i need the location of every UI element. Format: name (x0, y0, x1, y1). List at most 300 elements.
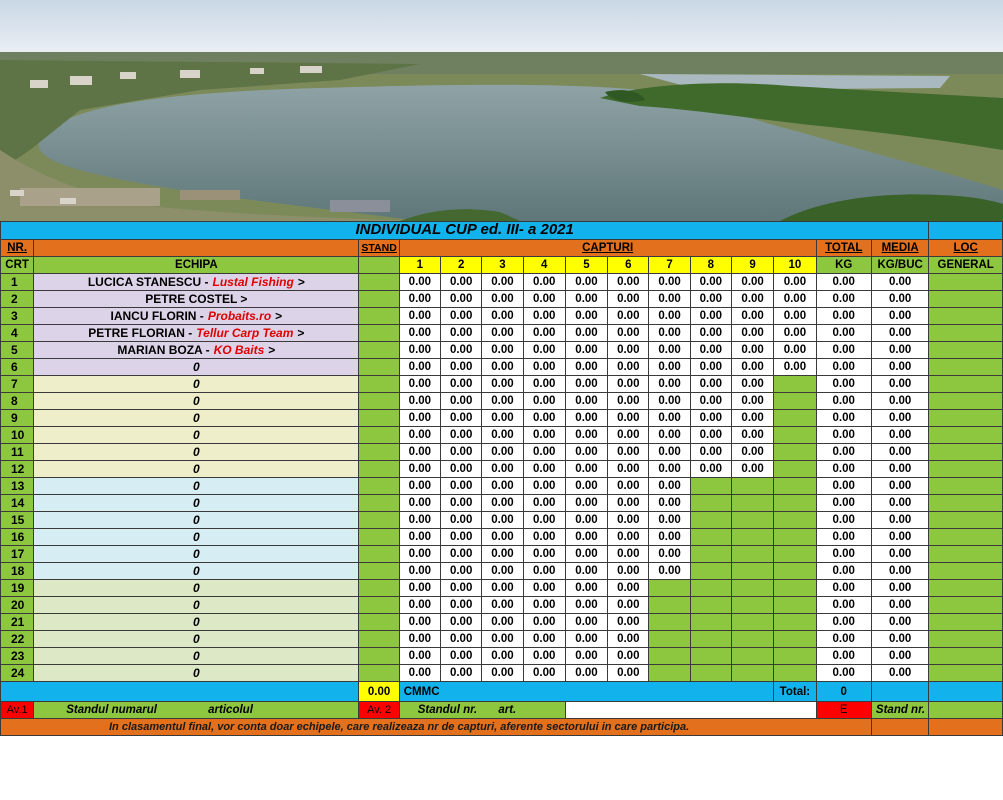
row-number: 23 (1, 648, 34, 665)
catch-cell: 0.00 (399, 648, 440, 665)
stand-cell (359, 444, 399, 461)
catch-cell: 0.00 (523, 274, 565, 291)
total-kg-cell: 0.00 (816, 342, 871, 359)
row-number: 21 (1, 614, 34, 631)
team-sponsor: Lustal Fishing (212, 275, 294, 289)
media-cell: 0.00 (871, 580, 928, 597)
catch-cell: 0.00 (565, 376, 607, 393)
catch-cell: 0.00 (649, 342, 690, 359)
catch-cell: 0.00 (649, 546, 690, 563)
media-cell: 0.00 (871, 444, 928, 461)
catch-cell-empty (774, 495, 816, 512)
catch-cell-empty (774, 427, 816, 444)
catch-cell: 0.00 (565, 461, 607, 478)
table-row (1, 546, 1003, 563)
media-cell: 0.00 (871, 529, 928, 546)
catch-cell: 0.00 (690, 393, 731, 410)
catch-cell: 0.00 (690, 291, 731, 308)
loc-cell (929, 376, 1003, 393)
media-cell: 0.00 (871, 342, 928, 359)
total-kg-cell: 0.00 (816, 529, 871, 546)
team-name-cell (34, 461, 359, 478)
catch-cell-empty (731, 512, 773, 529)
catch-cell-empty (774, 444, 816, 461)
catch-cell: 0.00 (690, 461, 731, 478)
catch-cell-empty (774, 546, 816, 563)
team-name: 0 (193, 360, 200, 374)
catch-cell: 0.00 (482, 495, 523, 512)
e-label: E (816, 702, 871, 719)
loc-cell (929, 359, 1003, 376)
catch-cell: 0.00 (690, 410, 731, 427)
total-kg-cell: 0.00 (816, 563, 871, 580)
team-name-cell (34, 376, 359, 393)
loc-cell (929, 597, 1003, 614)
catch-cell: 0.00 (565, 308, 607, 325)
catch-cell-empty (731, 614, 773, 631)
catch-cell: 0.00 (399, 512, 440, 529)
catch-cell: 0.00 (565, 597, 607, 614)
team-name: 0 (193, 530, 200, 544)
summary-cmmc: CMMC (399, 682, 774, 702)
catch-cell: 0.00 (399, 461, 440, 478)
catch-cell: 0.00 (731, 274, 773, 291)
table-row (1, 427, 1003, 444)
catch-cell-empty (690, 631, 731, 648)
catch-cell: 0.00 (608, 376, 649, 393)
catch-cell: 0.00 (608, 529, 649, 546)
catch-number: 3 (482, 257, 523, 274)
summary-total-label: Total: (774, 682, 816, 702)
catch-cell: 0.00 (608, 495, 649, 512)
catch-cell: 0.00 (399, 580, 440, 597)
media-cell: 0.00 (871, 512, 928, 529)
table-row (1, 274, 1003, 291)
catch-cell: 0.00 (441, 325, 482, 342)
catch-cell-empty (731, 648, 773, 665)
row-number: 22 (1, 631, 34, 648)
catch-cell: 0.00 (608, 580, 649, 597)
catch-cell: 0.00 (523, 495, 565, 512)
team-name-cell (34, 665, 359, 682)
media-cell: 0.00 (871, 359, 928, 376)
table-row (1, 614, 1003, 631)
catch-cell: 0.00 (608, 563, 649, 580)
loc-cell (929, 461, 1003, 478)
team-name-cell (34, 512, 359, 529)
media-cell: 0.00 (871, 614, 928, 631)
catch-cell: 0.00 (649, 291, 690, 308)
catch-cell: 0.00 (523, 512, 565, 529)
title-corner (929, 222, 1003, 240)
catch-cell: 0.00 (441, 546, 482, 563)
catch-cell: 0.00 (523, 376, 565, 393)
catch-cell-empty (774, 512, 816, 529)
catch-cell-empty (649, 665, 690, 682)
media-cell: 0.00 (871, 291, 928, 308)
standings-sheet (0, 221, 1003, 736)
catch-cell-empty (690, 614, 731, 631)
catch-cell: 0.00 (399, 495, 440, 512)
team-name-cell (34, 495, 359, 512)
catch-cell: 0.00 (649, 529, 690, 546)
media-cell: 0.00 (871, 393, 928, 410)
table-row (1, 478, 1003, 495)
media-cell: 0.00 (871, 461, 928, 478)
catch-cell: 0.00 (523, 427, 565, 444)
total-kg-cell: 0.00 (816, 614, 871, 631)
row-number: 20 (1, 597, 34, 614)
summary-loc-blank (929, 682, 1003, 702)
catch-cell-empty (774, 614, 816, 631)
total-kg-cell: 0.00 (816, 376, 871, 393)
media-cell: 0.00 (871, 308, 928, 325)
catch-cell: 0.00 (523, 597, 565, 614)
team-arrow: > (275, 309, 283, 323)
catch-cell-empty (690, 665, 731, 682)
catch-cell-empty (690, 580, 731, 597)
table-row (1, 359, 1003, 376)
catch-cell: 0.00 (649, 359, 690, 376)
catch-cell: 0.00 (523, 631, 565, 648)
catch-cell: 0.00 (731, 393, 773, 410)
art: art. (498, 704, 517, 716)
row-number: 19 (1, 580, 34, 597)
catch-cell: 0.00 (690, 325, 731, 342)
table-row (1, 580, 1003, 597)
stand-cell (359, 563, 399, 580)
catch-cell: 0.00 (399, 478, 440, 495)
team-name: 0 (193, 462, 200, 476)
team-name-cell (34, 308, 359, 325)
stand-cell (359, 512, 399, 529)
catch-cell: 0.00 (482, 512, 523, 529)
table-row (1, 376, 1003, 393)
total-kg-cell: 0.00 (816, 495, 871, 512)
catch-cell: 0.00 (690, 444, 731, 461)
loc-cell (929, 495, 1003, 512)
catch-cell: 0.00 (441, 291, 482, 308)
catch-cell: 0.00 (523, 580, 565, 597)
row-number: 7 (1, 376, 34, 393)
catch-cell: 0.00 (482, 410, 523, 427)
catch-cell: 0.00 (523, 614, 565, 631)
team-name: MARIAN BOZA - (117, 343, 210, 357)
catch-cell: 0.00 (399, 563, 440, 580)
total-kg-cell: 0.00 (816, 274, 871, 291)
loc-cell (929, 274, 1003, 291)
loc-cell (929, 648, 1003, 665)
catch-cell: 0.00 (441, 359, 482, 376)
catch-cell-empty (649, 580, 690, 597)
table-row (1, 529, 1003, 546)
catch-cell: 0.00 (441, 563, 482, 580)
team-name-cell (34, 614, 359, 631)
catch-cell: 0.00 (482, 665, 523, 682)
team-name-cell (34, 563, 359, 580)
media-cell: 0.00 (871, 478, 928, 495)
team-name-cell (34, 648, 359, 665)
table-row (1, 597, 1003, 614)
catch-cell: 0.00 (399, 325, 440, 342)
total-kg-cell: 0.00 (816, 444, 871, 461)
stand-cell (359, 546, 399, 563)
team-name: 0 (193, 598, 200, 612)
catch-cell: 0.00 (482, 359, 523, 376)
team-arrow: > (268, 343, 276, 357)
stand-cell (359, 410, 399, 427)
catch-cell: 0.00 (608, 444, 649, 461)
catch-cell: 0.00 (774, 342, 816, 359)
table-row (1, 512, 1003, 529)
catch-cell: 0.00 (649, 512, 690, 529)
catch-cell-empty (774, 478, 816, 495)
catch-cell: 0.00 (565, 325, 607, 342)
catch-cell-empty (774, 597, 816, 614)
catch-cell: 0.00 (482, 308, 523, 325)
catch-cell: 0.00 (441, 342, 482, 359)
catch-cell: 0.00 (441, 648, 482, 665)
team-name: 0 (193, 411, 200, 425)
row-number: 5 (1, 342, 34, 359)
standul-numarul: Standul numarul (66, 704, 157, 716)
catch-cell: 0.00 (731, 376, 773, 393)
team-name: 0 (193, 496, 200, 510)
header-kgbuc: KG/BUC (871, 257, 928, 274)
catch-cell: 0.00 (649, 274, 690, 291)
media-cell: 0.00 (871, 274, 928, 291)
stand-cell (359, 461, 399, 478)
team-name: 0 (193, 581, 200, 595)
team-name-cell (34, 631, 359, 648)
catch-cell: 0.00 (608, 359, 649, 376)
header-media: MEDIA (871, 240, 928, 257)
stand-cell (359, 478, 399, 495)
standings-table (0, 221, 1003, 736)
row-number: 8 (1, 393, 34, 410)
catch-cell: 0.00 (399, 665, 440, 682)
catch-cell: 0.00 (608, 631, 649, 648)
catch-cell: 0.00 (565, 478, 607, 495)
catch-number: 1 (399, 257, 440, 274)
data-rows (1, 274, 1003, 682)
catch-cell: 0.00 (441, 274, 482, 291)
catch-cell: 0.00 (399, 274, 440, 291)
catch-cell: 0.00 (565, 614, 607, 631)
catch-cell: 0.00 (565, 410, 607, 427)
catch-cell-empty (690, 648, 731, 665)
lake-aerial-photo (0, 0, 1003, 221)
stand-cell (359, 427, 399, 444)
media-cell: 0.00 (871, 648, 928, 665)
catch-cell: 0.00 (731, 325, 773, 342)
catch-cell: 0.00 (690, 308, 731, 325)
catch-cell-empty (690, 563, 731, 580)
team-name: 0 (193, 428, 200, 442)
media-cell: 0.00 (871, 427, 928, 444)
stand-cell (359, 648, 399, 665)
team-name: 0 (193, 513, 200, 527)
catch-cell: 0.00 (608, 342, 649, 359)
av2-blank (565, 702, 816, 719)
stand-cell (359, 274, 399, 291)
summary-blank (1, 682, 359, 702)
team-name-cell (34, 410, 359, 427)
catch-cell: 0.00 (565, 291, 607, 308)
catch-cell-empty (774, 631, 816, 648)
team-name-cell (34, 444, 359, 461)
catch-cell: 0.00 (608, 512, 649, 529)
header-kg: KG (816, 257, 871, 274)
total-kg-cell: 0.00 (816, 427, 871, 444)
catch-cell: 0.00 (690, 274, 731, 291)
catch-cell: 0.00 (608, 461, 649, 478)
team-name: 0 (193, 666, 200, 680)
team-name-cell (34, 597, 359, 614)
footer-note-media (871, 719, 928, 736)
total-kg-cell: 0.00 (816, 325, 871, 342)
catch-cell: 0.00 (482, 376, 523, 393)
catch-cell: 0.00 (482, 393, 523, 410)
row-number: 12 (1, 461, 34, 478)
total-kg-cell: 0.00 (816, 359, 871, 376)
team-name: 0 (193, 564, 200, 578)
catch-cell: 0.00 (482, 427, 523, 444)
team-name-cell (34, 427, 359, 444)
catch-cell: 0.00 (608, 325, 649, 342)
catch-cell: 0.00 (523, 359, 565, 376)
catch-cell-empty (731, 665, 773, 682)
catch-cell: 0.00 (482, 461, 523, 478)
team-sponsor: Probaits.ro (207, 309, 272, 323)
catch-cell: 0.00 (441, 410, 482, 427)
summary-media-blank (871, 682, 928, 702)
catch-cell: 0.00 (565, 631, 607, 648)
catch-cell: 0.00 (690, 359, 731, 376)
total-kg-cell: 0.00 (816, 410, 871, 427)
total-kg-cell: 0.00 (816, 665, 871, 682)
catch-cell: 0.00 (565, 444, 607, 461)
catch-cell: 0.00 (608, 291, 649, 308)
catch-cell: 0.00 (441, 614, 482, 631)
catch-cell: 0.00 (649, 427, 690, 444)
av1-label: Av.1 (1, 702, 34, 719)
catch-cell: 0.00 (690, 342, 731, 359)
catch-cell: 0.00 (608, 274, 649, 291)
catch-cell: 0.00 (565, 359, 607, 376)
catch-cell-empty (690, 597, 731, 614)
catch-cell: 0.00 (565, 495, 607, 512)
catch-cell: 0.00 (523, 546, 565, 563)
loc-cell (929, 308, 1003, 325)
team-name: IANCU FLORIN - (110, 309, 204, 323)
total-kg-cell: 0.00 (816, 648, 871, 665)
articolul: articolul (208, 704, 253, 716)
team-name-cell (34, 546, 359, 563)
table-row (1, 308, 1003, 325)
catch-cell: 0.00 (608, 308, 649, 325)
row-number: 11 (1, 444, 34, 461)
team-name: 0 (193, 615, 200, 629)
catch-cell: 0.00 (441, 580, 482, 597)
team-sponsor: Tellur Carp Team (196, 326, 294, 340)
catch-cell: 0.00 (608, 597, 649, 614)
row-number: 1 (1, 274, 34, 291)
header-stand: STAND (359, 240, 399, 257)
catch-number: 9 (731, 257, 773, 274)
loc-cell (929, 291, 1003, 308)
team-name-cell (34, 478, 359, 495)
catch-cell: 0.00 (399, 529, 440, 546)
loc-cell (929, 665, 1003, 682)
catch-cell: 0.00 (731, 444, 773, 461)
catch-cell: 0.00 (482, 631, 523, 648)
catch-cell: 0.00 (565, 546, 607, 563)
catch-cell: 0.00 (399, 546, 440, 563)
team-name-cell (34, 274, 359, 291)
catch-cell: 0.00 (608, 546, 649, 563)
loc-cell (929, 427, 1003, 444)
stand-cell (359, 325, 399, 342)
table-row (1, 665, 1003, 682)
catch-cell-empty (690, 546, 731, 563)
loc-cell (929, 614, 1003, 631)
catch-cell: 0.00 (399, 631, 440, 648)
catch-cell: 0.00 (649, 376, 690, 393)
catch-cell: 0.00 (441, 495, 482, 512)
stand-nr-label: Stand nr. (871, 702, 928, 719)
row-number: 6 (1, 359, 34, 376)
table-row (1, 393, 1003, 410)
header-loc: LOC (929, 240, 1003, 257)
catch-cell: 0.00 (441, 631, 482, 648)
catch-cell: 0.00 (482, 580, 523, 597)
header-stand-blank (359, 257, 399, 274)
catch-cell-empty (731, 580, 773, 597)
catch-cell-empty (649, 648, 690, 665)
table-row (1, 325, 1003, 342)
header-general: GENERAL (929, 257, 1003, 274)
catch-cell: 0.00 (482, 342, 523, 359)
team-name: 0 (193, 547, 200, 561)
catch-cell: 0.00 (523, 529, 565, 546)
table-row (1, 461, 1003, 478)
team-name-cell (34, 325, 359, 342)
catch-cell: 0.00 (774, 359, 816, 376)
row-number: 24 (1, 665, 34, 682)
catch-cell: 0.00 (441, 393, 482, 410)
catch-cell: 0.00 (608, 478, 649, 495)
catch-cell: 0.00 (399, 342, 440, 359)
catch-cell: 0.00 (731, 461, 773, 478)
catch-cell: 0.00 (731, 410, 773, 427)
catch-cell: 0.00 (565, 665, 607, 682)
catch-cell: 0.00 (441, 427, 482, 444)
catch-cell: 0.00 (649, 410, 690, 427)
page-title: INDIVIDUAL CUP ed. III- a 2021 (355, 221, 574, 238)
catch-cell: 0.00 (399, 291, 440, 308)
stand-cell (359, 359, 399, 376)
total-kg-cell: 0.00 (816, 291, 871, 308)
catch-cell: 0.00 (399, 427, 440, 444)
loc-cell (929, 546, 1003, 563)
catch-cell: 0.00 (649, 393, 690, 410)
stand-cell (359, 393, 399, 410)
catch-cell-empty (774, 461, 816, 478)
table-row (1, 563, 1003, 580)
av2-label: Av. 2 (359, 702, 399, 719)
catch-cell: 0.00 (523, 648, 565, 665)
